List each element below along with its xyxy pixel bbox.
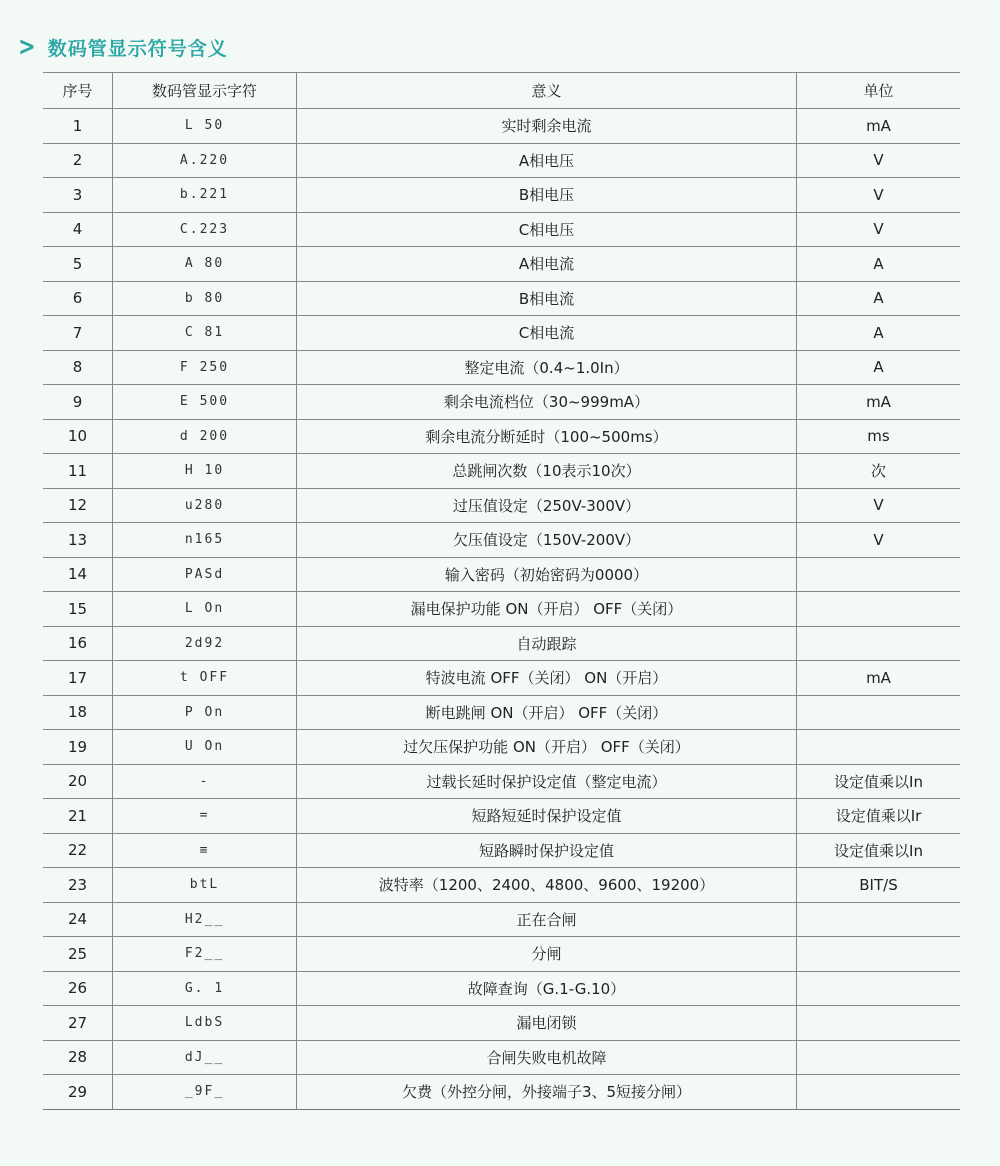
table-row [43, 281, 960, 316]
unit-cell: V [797, 212, 961, 247]
row-number: 11 [43, 454, 113, 489]
table-row [43, 937, 960, 972]
display-code: P On [113, 695, 297, 730]
meaning-cell: 合闸失败电机故障 [297, 1040, 797, 1075]
meaning-cell: 波特率（1200、2400、4800、9600、19200） [297, 868, 797, 903]
meaning-cell: 断电跳闸 ON（开启） OFF（关闭） [297, 695, 797, 730]
row-number: 24 [43, 902, 113, 937]
table-row [43, 488, 960, 523]
unit-cell: mA [797, 109, 961, 144]
meaning-cell: 欠压值设定（150V-200V） [297, 523, 797, 558]
table-row [43, 971, 960, 1006]
meaning-cell: 剩余电流档位（30~999mA） [297, 385, 797, 420]
display-code: F 250 [113, 350, 297, 385]
symbol-table [43, 72, 960, 1110]
row-number: 22 [43, 833, 113, 868]
meaning-cell: B相电流 [297, 281, 797, 316]
display-code: ≡ [113, 833, 297, 868]
unit-cell [797, 1006, 961, 1041]
table-row [43, 419, 960, 454]
table-row [43, 454, 960, 489]
display-code: btL [113, 868, 297, 903]
table-row [43, 661, 960, 696]
table-row [43, 1075, 960, 1110]
meaning-cell: 短路瞬时保护设定值 [297, 833, 797, 868]
table-row [43, 764, 960, 799]
row-number: 16 [43, 626, 113, 661]
unit-cell [797, 1075, 961, 1110]
table-header-row [43, 73, 960, 109]
meaning-cell: 漏电闭锁 [297, 1006, 797, 1041]
meaning-cell: 输入密码（初始密码为0000） [297, 557, 797, 592]
unit-cell: A [797, 281, 961, 316]
row-number: 9 [43, 385, 113, 420]
display-code: C 81 [113, 316, 297, 351]
table-row [43, 212, 960, 247]
row-number: 12 [43, 488, 113, 523]
display-code: t OFF [113, 661, 297, 696]
row-number: 2 [43, 143, 113, 178]
row-number: 13 [43, 523, 113, 558]
display-code: H 10 [113, 454, 297, 489]
display-code: d 200 [113, 419, 297, 454]
row-number: 1 [43, 109, 113, 144]
row-number: 7 [43, 316, 113, 351]
meaning-cell: 短路短延时保护设定值 [297, 799, 797, 834]
table-row [43, 730, 960, 765]
unit-cell [797, 557, 961, 592]
unit-cell: A [797, 247, 961, 282]
row-number: 25 [43, 937, 113, 972]
unit-cell: mA [797, 661, 961, 696]
table-row [43, 695, 960, 730]
unit-cell: 次 [797, 454, 961, 489]
row-number: 27 [43, 1006, 113, 1041]
unit-cell: 设定值乘以In [797, 833, 961, 868]
row-number: 14 [43, 557, 113, 592]
row-number: 15 [43, 592, 113, 627]
header-meaning: 意义 [297, 73, 797, 109]
display-code: U On [113, 730, 297, 765]
display-code: - [113, 764, 297, 799]
display-code: dJ__ [113, 1040, 297, 1075]
row-number: 29 [43, 1075, 113, 1110]
meaning-cell: 剩余电流分断延时（100~500ms） [297, 419, 797, 454]
unit-cell: A [797, 350, 961, 385]
meaning-cell: A相电流 [297, 247, 797, 282]
table-row [43, 902, 960, 937]
meaning-cell: B相电压 [297, 178, 797, 213]
header-code: 数码管显示字符 [113, 73, 297, 109]
table-body [43, 109, 960, 1110]
unit-cell [797, 695, 961, 730]
row-number: 17 [43, 661, 113, 696]
row-number: 19 [43, 730, 113, 765]
display-code: LdbS [113, 1006, 297, 1041]
table-row [43, 109, 960, 144]
meaning-cell: 分闸 [297, 937, 797, 972]
table-row [43, 1040, 960, 1075]
row-number: 28 [43, 1040, 113, 1075]
meaning-cell: A相电压 [297, 143, 797, 178]
row-number: 26 [43, 971, 113, 1006]
row-number: 3 [43, 178, 113, 213]
display-code: C.223 [113, 212, 297, 247]
meaning-cell: 总跳闸次数（10表示10次） [297, 454, 797, 489]
unit-cell [797, 902, 961, 937]
meaning-cell: 欠费（外控分闸，外接端子3、5短接分闸） [297, 1075, 797, 1110]
meaning-cell: 漏电保护功能 ON（开启） OFF（关闭） [297, 592, 797, 627]
meaning-cell: 自动跟踪 [297, 626, 797, 661]
row-number: 21 [43, 799, 113, 834]
display-code: = [113, 799, 297, 834]
row-number: 5 [43, 247, 113, 282]
unit-cell: 设定值乘以In [797, 764, 961, 799]
row-number: 18 [43, 695, 113, 730]
unit-cell [797, 937, 961, 972]
display-code: L 50 [113, 109, 297, 144]
unit-cell: BIT/S [797, 868, 961, 903]
meaning-cell: 正在合闸 [297, 902, 797, 937]
table-row [43, 592, 960, 627]
table-row [43, 316, 960, 351]
display-code: E 500 [113, 385, 297, 420]
table-row [43, 557, 960, 592]
table-row [43, 833, 960, 868]
table-row [43, 247, 960, 282]
unit-cell [797, 626, 961, 661]
meaning-cell: 特波电流 OFF（关闭） ON（开启） [297, 661, 797, 696]
unit-cell: A [797, 316, 961, 351]
table-row [43, 350, 960, 385]
row-number: 23 [43, 868, 113, 903]
table-row [43, 868, 960, 903]
display-code: H2__ [113, 902, 297, 937]
display-code: A 80 [113, 247, 297, 282]
display-code: u280 [113, 488, 297, 523]
meaning-cell: C相电压 [297, 212, 797, 247]
row-number: 20 [43, 764, 113, 799]
page-title: 数码管显示符号含义 [47, 37, 228, 60]
display-code: PASd [113, 557, 297, 592]
meaning-cell: 整定电流（0.4~1.0In） [297, 350, 797, 385]
unit-cell: ms [797, 419, 961, 454]
display-code: 2d92 [113, 626, 297, 661]
meaning-cell: 过载长延时保护设定值（整定电流） [297, 764, 797, 799]
table-row [43, 385, 960, 420]
table-row [43, 523, 960, 558]
display-code: A.220 [113, 143, 297, 178]
table-row [43, 1006, 960, 1041]
row-number: 8 [43, 350, 113, 385]
header-unit: 单位 [797, 73, 961, 109]
unit-cell [797, 730, 961, 765]
unit-cell: V [797, 143, 961, 178]
table-row [43, 799, 960, 834]
unit-cell [797, 592, 961, 627]
table-row [43, 626, 960, 661]
display-code: n165 [113, 523, 297, 558]
display-code: _9F_ [113, 1075, 297, 1110]
unit-cell: V [797, 178, 961, 213]
display-code: L On [113, 592, 297, 627]
unit-cell: V [797, 523, 961, 558]
section-header [16, 31, 228, 63]
row-number: 6 [43, 281, 113, 316]
meaning-cell: 过欠压保护功能 ON（开启） OFF（关闭） [297, 730, 797, 765]
display-code: F2__ [113, 937, 297, 972]
unit-cell: 设定值乘以Ir [797, 799, 961, 834]
meaning-cell: 过压值设定（250V-300V） [297, 488, 797, 523]
meaning-cell: 故障查询（G.1-G.10） [297, 971, 797, 1006]
chevron-right-icon: > [18, 32, 36, 62]
unit-cell: mA [797, 385, 961, 420]
display-code: b.221 [113, 178, 297, 213]
unit-cell [797, 971, 961, 1006]
unit-cell: V [797, 488, 961, 523]
meaning-cell: C相电流 [297, 316, 797, 351]
row-number: 10 [43, 419, 113, 454]
display-code: b 80 [113, 281, 297, 316]
meaning-cell: 实时剩余电流 [297, 109, 797, 144]
display-code: G. 1 [113, 971, 297, 1006]
header-no: 序号 [43, 73, 113, 109]
table-row [43, 178, 960, 213]
unit-cell [797, 1040, 961, 1075]
table-row [43, 143, 960, 178]
row-number: 4 [43, 212, 113, 247]
